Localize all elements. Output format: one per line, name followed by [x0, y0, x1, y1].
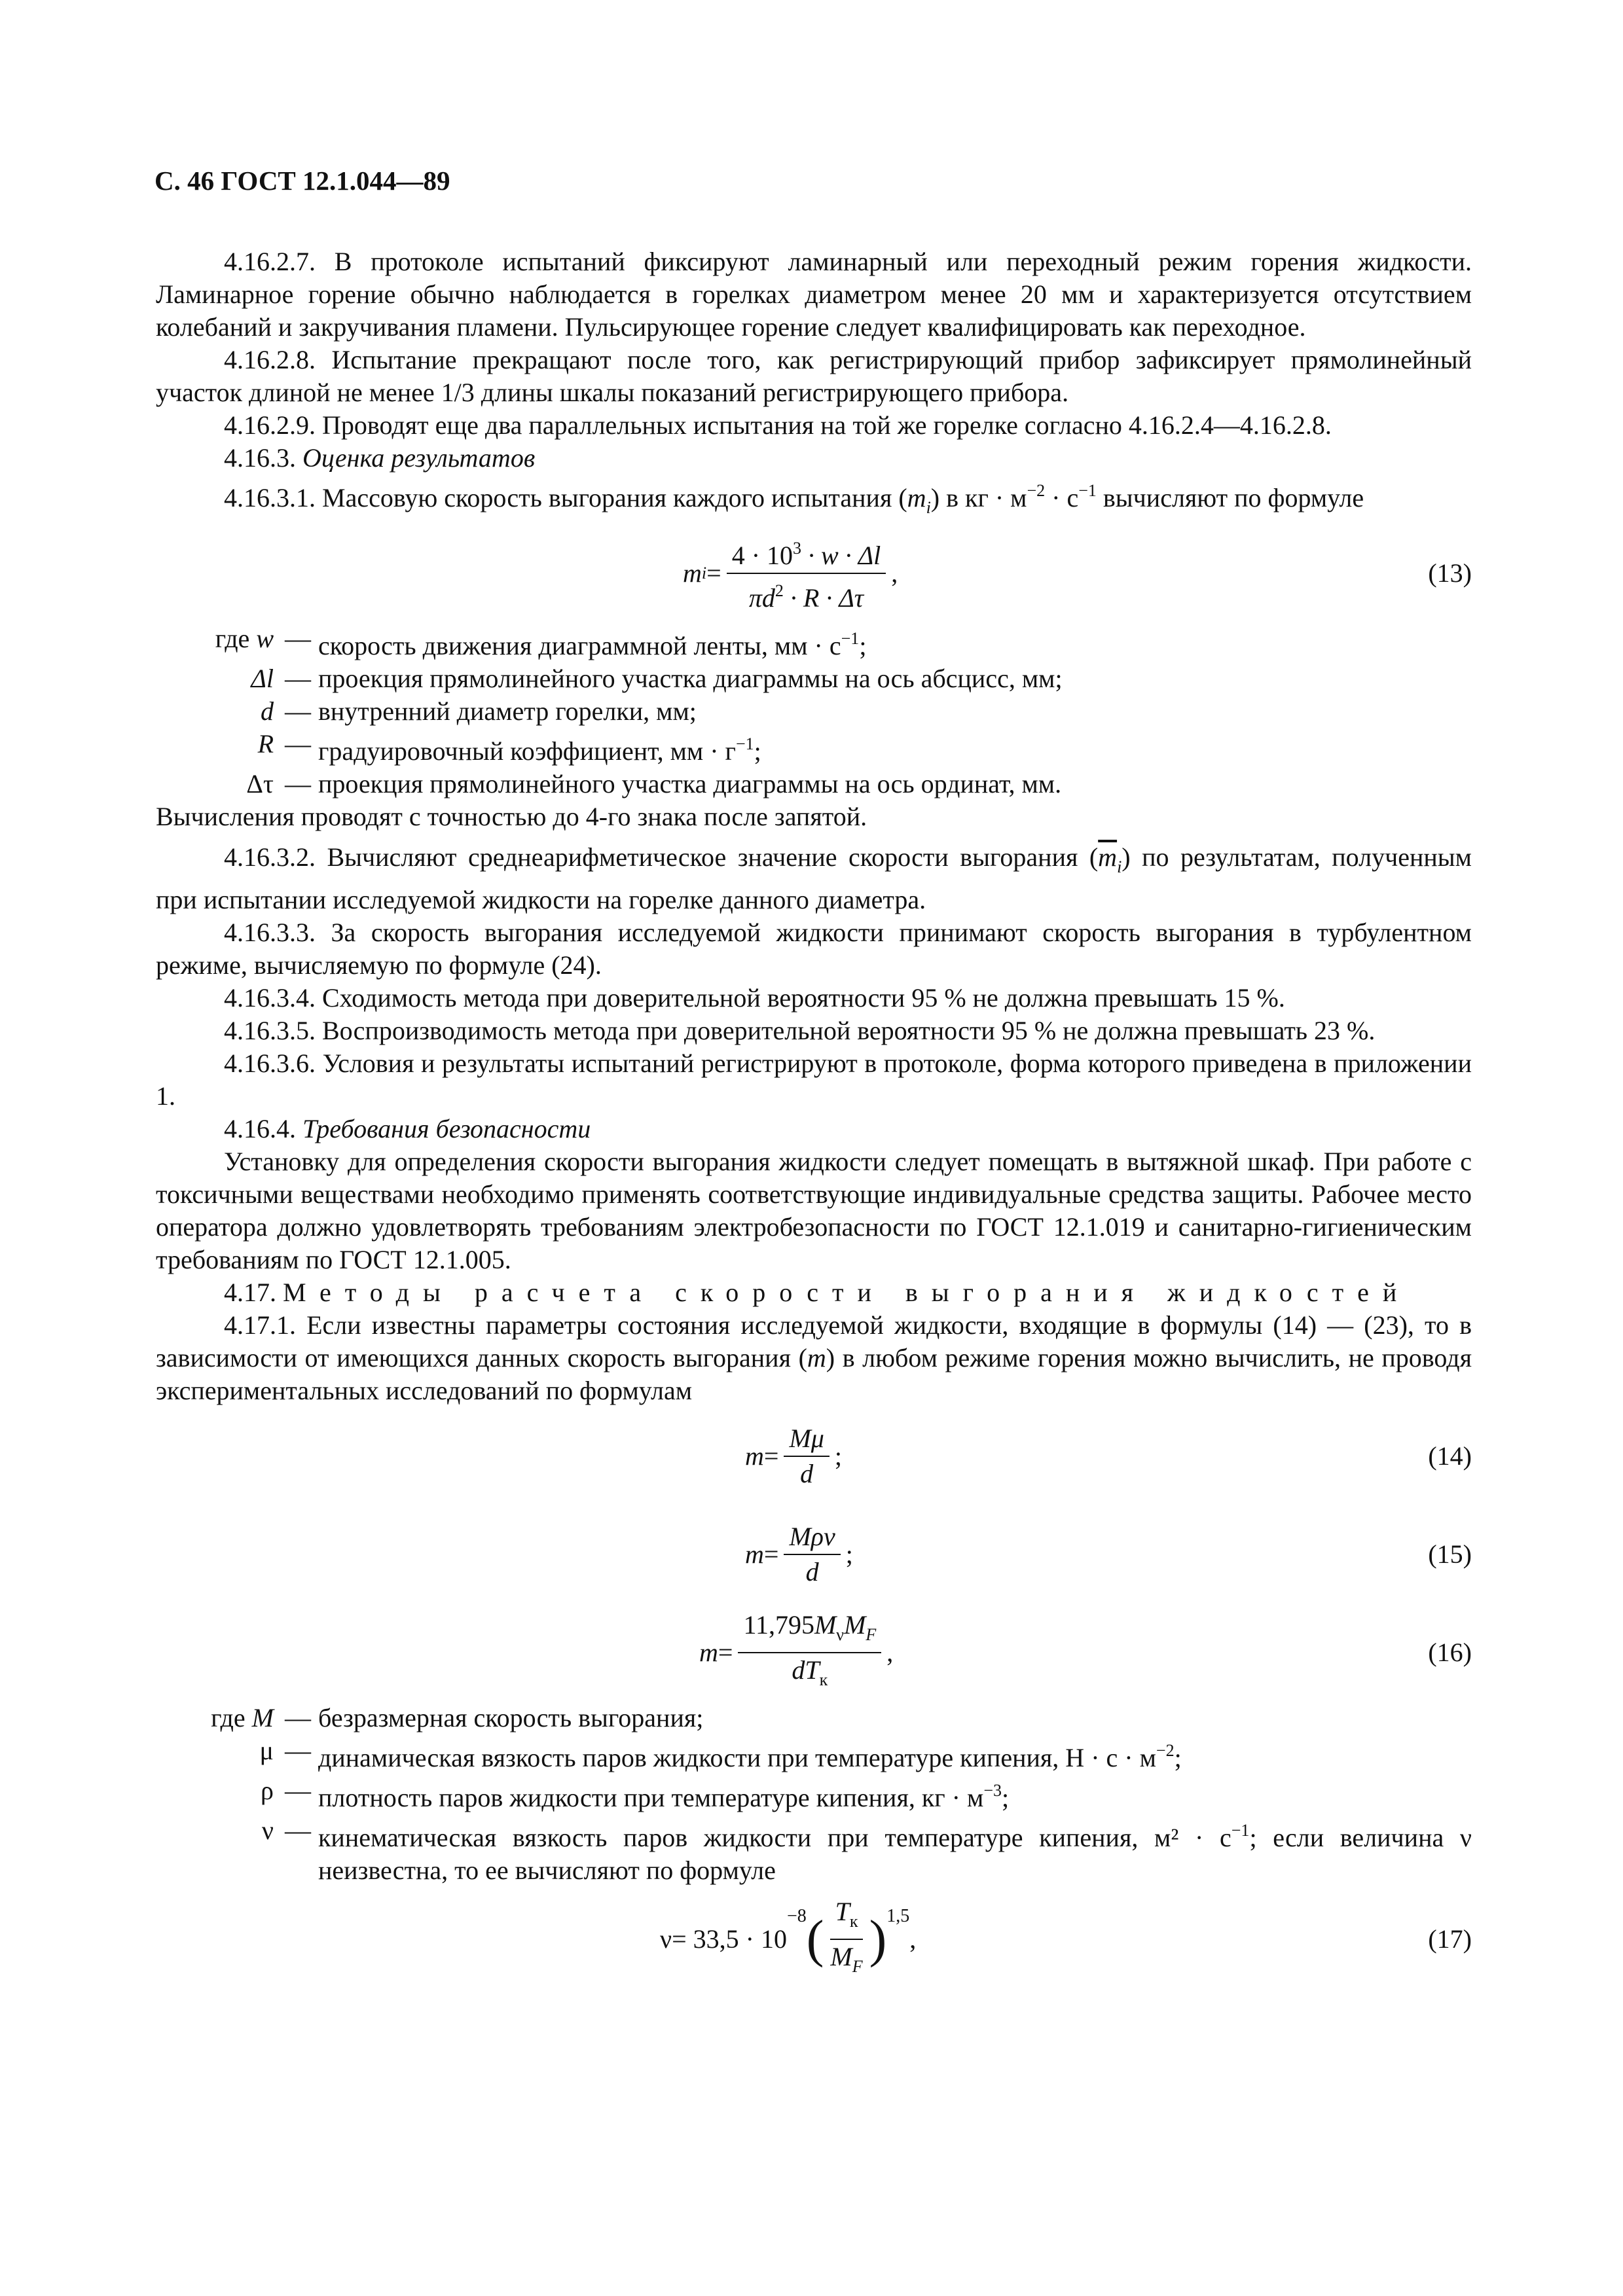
paragraph-4-16-3-2: 4.16.3.2. Вычисляют среднеарифметическое значение скорости выгорания $(\overline{m}_i)$ по результатам, полученным при испытании исследуемой жидкости на горелке данного диаметра. — [156, 842, 1472, 914]
definitions-list-13 — [156, 622, 1472, 800]
paragraph-4-16-3-3: 4.16.3.3. За скорость выгорания исследуемой жидкости принимают скорость выгорания в турбулентном режиме, вычисляемую по формуле (24). — [156, 918, 1472, 980]
definition-row: где w — скорость движения диаграммной ленты, мм · $с^{-1}$; — [215, 624, 867, 660]
section-title: Методы расчета скорости выгорания жидкостей — [283, 1278, 1411, 1307]
paragraph-4-16-2-8: 4.16.2.8. Испытание прекращают после того, как регистрирующий прибор зафиксирует прямолинейный участок длиной не менее 1/3 длины шкалы показаний регистрирующего прибора. — [156, 345, 1472, 407]
paragraph-4-17-1: 4.17.1. Если известны параметры состояния исследуемой жидкости, входящие в формулы (14) — (23), то в зависимости от имеющихся данных скорость выгорания (m) в любом режиме горения можно вычислить, не проводя экспериментальных исследований по формулам — [156, 1310, 1472, 1405]
section-title: Оценка результатов — [302, 443, 536, 473]
definition-row: d — внутренний диаметр горелки, мм; — [261, 696, 697, 726]
paragraph-4-16-3-1: 4.16.3.1. Массовую скорость выгорания каждого испытания $(m_i)$ в кг · $м^{-2} \cdot с^{-1}$ вычисляют по формуле — [224, 481, 1364, 517]
equation-number-13: (13) — [1428, 558, 1472, 588]
definition-row: Δτ — проекция прямолинейного участка диаграммы на ось ординат, мм. — [246, 769, 1062, 798]
section-heading-4-16-4: 4.16.4. Требования безопасности — [224, 1114, 591, 1143]
formula-16: m = $\frac{11,795M_\nu M_F}{dT_к}$ , (16) — [699, 1610, 1472, 1689]
formula-13-expression: m i = $\frac{4 \cdot 10^3 \cdot w \cdot \Delta l}{\pi d^2 \cdot R \cdot \Delta\tau}$ , — [683, 533, 898, 614]
definition-row: где M — безразмерная скорость выгорания; — [211, 1703, 704, 1732]
paragraph-4-16-3-5: 4.16.3.5. Воспроизводимость метода при доверительной вероятности 95 % не должна превышать 23 %. — [224, 1016, 1376, 1045]
equation-number-17: (17) — [1428, 1924, 1472, 1954]
running-header: С. 46 ГОСТ 12.1.044—89 — [155, 166, 450, 196]
definition-row: R — градуировочный коэффициент, мм · $г^{-1}$; — [257, 729, 761, 766]
formula-13 — [156, 524, 1472, 622]
formula-13-fraction: $\frac{4 \cdot 10^3 \cdot w \cdot \Delta l}{\pi d^2 \cdot R \cdot \Delta\tau}$ — [727, 533, 886, 614]
section-heading-4-17: 4.17. Методы расчета скорости выгорания жидкостей — [224, 1278, 1411, 1307]
body-text — [156, 245, 1472, 1992]
paragraph-4-16-2-9: 4.16.2.9. Проводят еще два параллельных испытания на той же горелке согласно 4.16.2.4—4.16.2.8. — [224, 410, 1332, 440]
formula-15: m = $\frac{\text{Mρν}}{d}$ ; (15) — [745, 1522, 1472, 1587]
paragraph-4-16-3-6: 4.16.3.6. Условия и результаты испытаний регистрируют в протоколе, форма которого приведена в приложении 1. — [156, 1049, 1472, 1111]
paragraph-4-16-2-7: 4.16.2.7. В протоколе испытаний фиксируют ламинарный или переходный режим горения жидкости. Ламинарное горение обычно наблюдается в горелках диаметром менее 20 мм и характеризуется отсутствием колебаний и закручивания пламени. Пульсирующее горение следует квалифицировать как переходное. — [156, 247, 1472, 342]
equation-number-15: (15) — [1428, 1539, 1472, 1569]
definition-row: ν — кинематическая вязкость паров жидкости при температуре кипения, $м^2 \cdot с^{-1}$; если величина ν неизвестна, то ее вычисляют по формуле — [261, 1816, 1472, 1885]
paragraph-calc-precision: Вычисления проводят с точностью до 4-го знака после запятой. — [156, 802, 867, 831]
definition-row: ρ — плотность паров жидкости при температуре кипения, кг · $м^{-3}$; — [261, 1776, 1010, 1812]
definitions-list-16 — [156, 1702, 1472, 1887]
section-heading-4-16-3: 4.16.3. Оценка результатов — [224, 443, 536, 473]
definition-row: μ — динамическая вязкость паров жидкости при температуре кипения, $Н \cdot с \cdot м^{-2}$; — [259, 1736, 1182, 1772]
formula-17: ν = 33,5 · 10 −8 ( $\frac{T_к}{M_F}$ ) 1,5 , (17) — [660, 1897, 1472, 1976]
paragraph-safety: Установку для определения скорости выгорания жидкости следует помещать в вытяжной шкаф. При работе с токсичными веществами необходимо применять соответствующие индивидуальные средства защиты. Рабочее место оператора должно удовлетворять требованиям электробезопасности по ГОСТ 12.1.019 и санитарно-гигиеническим требованиям по ГОСТ 12.1.005. — [156, 1147, 1472, 1274]
paragraph-4-16-3-4: 4.16.3.4. Сходимость метода при доверительной вероятности 95 % не должна превышать 15 %. — [224, 983, 1285, 1013]
equation-number-16: (16) — [1428, 1638, 1472, 1667]
section-title: Требования безопасности — [302, 1114, 591, 1143]
formula-14: m = $\frac{M\mu}{d}$ ; (14) — [745, 1424, 1472, 1488]
definition-row: Δl — проекция прямолинейного участка диаграммы на ось абсцисс, мм; — [251, 664, 1063, 693]
equation-number-14: (14) — [1428, 1441, 1472, 1471]
